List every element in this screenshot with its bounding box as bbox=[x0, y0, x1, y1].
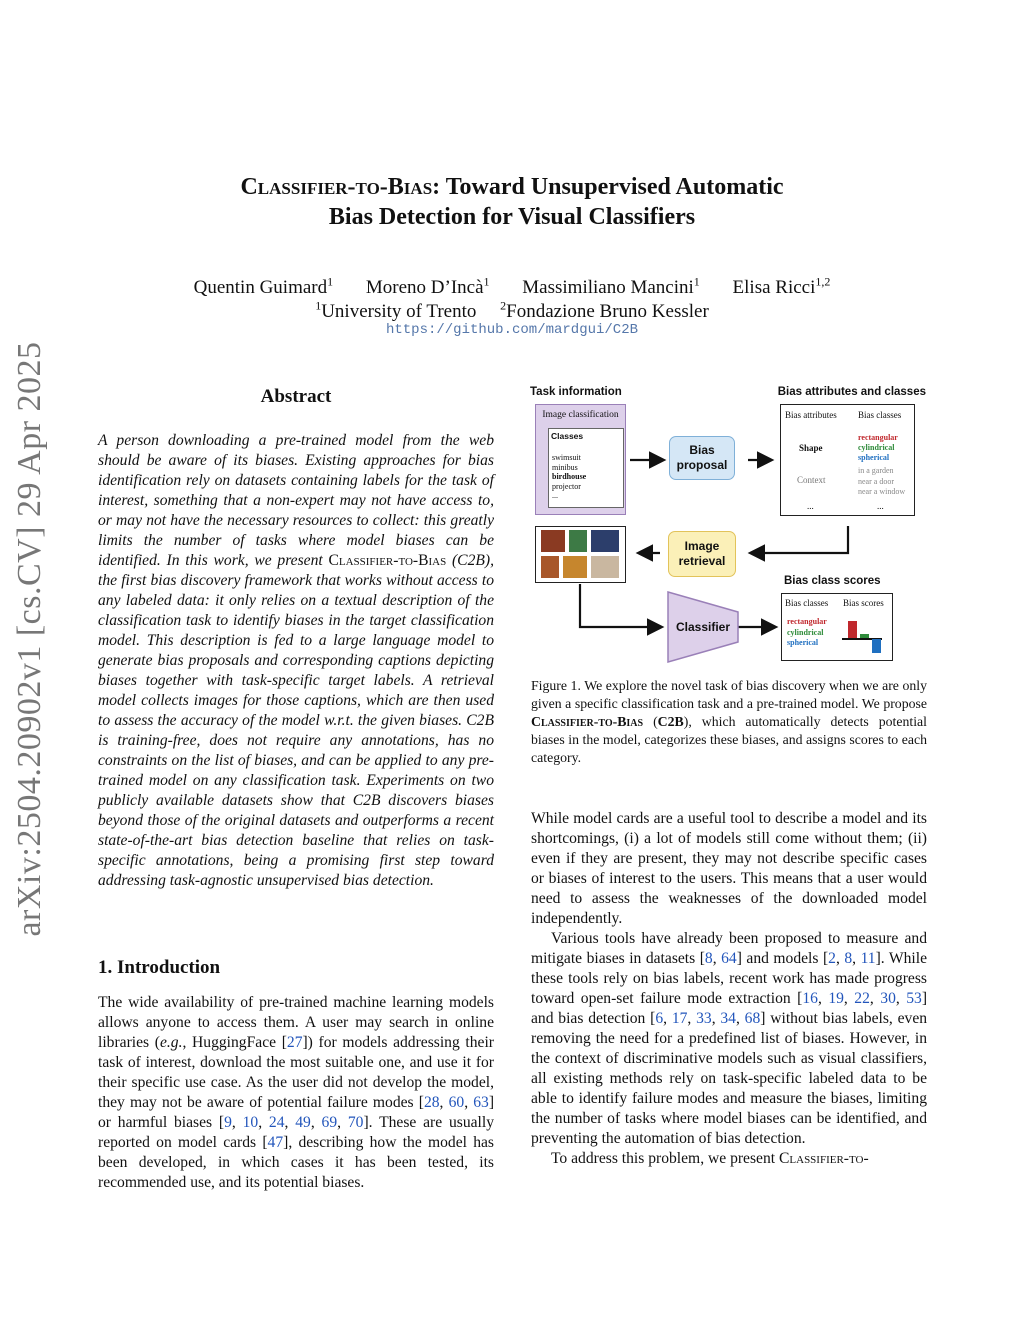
scored-classes: rectangular cylindrical spherical bbox=[787, 617, 827, 647]
paper-title bbox=[0, 172, 1024, 232]
paragraph: Various tools have already been proposed to measure and mitigate biases in datasets [8, 64] and models [2, 8, 11]. While these tools rely on bias labels, recent work has made progress toward open-set failure mode extraction [16, 19, 22, 30, 53] and bias detection [6, 17, 33, 34, 68] without bias labels, even removing the need for a predefined list of biases. However, in the context of discriminative models such as visual classifiers, all existing methods rely on task-specific labeled data to be able to identify failure modes and measure the biases, limiting the number of tasks where model biases can be identified, and preventing the automation of bias detection. bbox=[531, 930, 928, 1147]
citation[interactable]: 49 bbox=[295, 1114, 311, 1131]
citation[interactable]: 70 bbox=[347, 1114, 364, 1131]
bias-class-scores-heading: Bias class scores bbox=[784, 575, 881, 587]
ellipsis: ... bbox=[807, 501, 814, 511]
citation[interactable]: 64 bbox=[721, 950, 737, 967]
abstract-heading: Abstract bbox=[260, 386, 332, 407]
citation[interactable]: 60 bbox=[448, 1094, 465, 1111]
classifier-label: Classifier bbox=[675, 620, 731, 634]
right-column-text bbox=[531, 809, 927, 1169]
citation[interactable]: 17 bbox=[671, 1010, 688, 1027]
scores-scores-col: Bias scores bbox=[843, 598, 884, 608]
classes-card bbox=[548, 428, 624, 508]
bias-attributes-col: Bias attributes bbox=[785, 410, 837, 420]
title-line2: Bias Detection for Visual Classifiers bbox=[328, 204, 696, 230]
citation[interactable]: 30 bbox=[880, 990, 896, 1007]
citation[interactable]: 53 bbox=[906, 990, 922, 1007]
figure-caption: Figure 1. We explore the novel task of bias discovery when we are only given a specific classification task and a pre-trained model. We propose Classifier-to-Bias (C2B), which automatically detects potential biases in the model, categorizes these biases, and assigns scores to each category. bbox=[531, 678, 928, 765]
title-rest: : Toward Unsupervised Automatic bbox=[432, 174, 784, 200]
title-method-name: Classifier-to-Bias bbox=[240, 174, 433, 200]
citation[interactable]: 28 bbox=[423, 1094, 440, 1111]
arrow bbox=[752, 526, 848, 553]
intro-paragraph: The wide availability of pre-trained machine learning models allows anyone to access them. A user may search in online libraries (e.g., HuggingFace [27]) for models addressing their task of interest, download the most suitable one, and use it for their specific use case. As the user did not develop the model, they may not be aware of potential failure modes [28, 60, 63] or harmful biases [9, 10, 24, 49, 69, 70]. These are usually reported on model cards [47], describing how the model has been developed, in which cases it has been tested, its recommended use, and its potential biases. bbox=[98, 994, 495, 1191]
affiliation: $^2$Fondazione Bruno Kessler bbox=[500, 299, 709, 323]
citation[interactable]: 68 bbox=[744, 1010, 761, 1027]
retrieved-image bbox=[569, 530, 587, 552]
retrieved-image bbox=[591, 556, 619, 578]
bias-proposal-box: Bias proposal bbox=[669, 436, 735, 480]
citation[interactable]: 9 bbox=[224, 1114, 232, 1131]
citation[interactable]: 22 bbox=[854, 990, 870, 1007]
ellipsis: ... bbox=[877, 501, 884, 511]
retrieved-images-grid bbox=[535, 526, 626, 583]
author: Elisa Ricci$^{1,2}$ bbox=[732, 275, 831, 299]
citation[interactable]: 24 bbox=[268, 1114, 285, 1131]
retrieved-image bbox=[541, 530, 565, 552]
task-information-heading: Task information bbox=[530, 386, 622, 398]
figure-1 bbox=[528, 384, 932, 668]
class-list: swimsuit minibus birdhouse projector ... bbox=[552, 453, 587, 500]
bias-attributes-box bbox=[780, 404, 915, 516]
author: Moreno D’Incà$^1$ bbox=[365, 275, 490, 299]
arxiv-stamp-text: arXiv:2504.20902v1 [cs.CV] 29 Apr 2025 bbox=[11, 341, 48, 937]
citation[interactable]: 33 bbox=[696, 1010, 712, 1027]
citation[interactable]: 63 bbox=[473, 1094, 489, 1111]
retrieved-image bbox=[591, 530, 619, 552]
affiliations bbox=[0, 294, 1024, 324]
attr-context: Context bbox=[797, 475, 826, 485]
section-heading-introduction: 1. Introduction bbox=[98, 957, 221, 978]
citation[interactable]: 47 bbox=[267, 1134, 284, 1151]
citation[interactable]: 11 bbox=[860, 950, 876, 967]
citation[interactable]: 6 bbox=[655, 1010, 664, 1027]
image-retrieval-box: Image retrieval bbox=[668, 531, 736, 577]
bias-scores-box bbox=[781, 593, 893, 661]
bias-classes-col: Bias classes bbox=[858, 410, 902, 420]
image-classification-label: Image classification bbox=[542, 410, 619, 420]
score-bar-rectangular bbox=[848, 621, 857, 638]
paragraph: To address this problem, we present Classifier-to- bbox=[551, 1150, 869, 1167]
citation[interactable]: 27 bbox=[286, 1034, 303, 1051]
arrow bbox=[580, 584, 660, 627]
citation[interactable]: 69 bbox=[321, 1114, 338, 1131]
citation[interactable]: 8 bbox=[704, 950, 713, 967]
shape-classes: rectangular cylindrical spherical bbox=[858, 433, 898, 462]
context-classes: in a garden near a door near a window bbox=[858, 466, 906, 496]
score-bar-cylindrical bbox=[860, 634, 869, 638]
attr-shape: Shape bbox=[799, 443, 823, 453]
citation[interactable]: 16 bbox=[802, 990, 818, 1007]
classes-label: Classes bbox=[551, 431, 584, 441]
citation[interactable]: 19 bbox=[828, 990, 844, 1007]
author: Quentin Guimard$^1$ bbox=[193, 275, 334, 299]
abstract-body: A person downloading a pre-trained model from the web should be aware of its biases. Existing approaches for bias identification rely on datasets containing labels for the task of interest, something that a non-expert may not have access to, or may not have the necessary resources to collect: this greatly limits the number of tasks where model biases can be identified. In this work, we present Classifier-to-Bias (C2B), the first bias discovery framework that works without access to any labeled data: it only relies on a textual description of the classification task to identify biases in the target classification model. This description is fed to a large language model to generate bias proposals and corresponding captions depicting biases together with task-specific target labels. A retrieval model collects images for those captions, which are then used to assess the accuracy of the model w.r.t. the given biases. C2B is training-free, does not require any annotations, has no constraints on the list of biases, and can be applied to any pre-trained model on any classification task. Experiments on two publicly available datasets show that C2B discovers biases beyond those of the original datasets and outperforms a recent state-of-the-art bias detection baseline that relies on task-specific annotations, being a promising first step toward addressing task-agnostic unsupervised bias detection. bbox=[98, 432, 494, 889]
citation[interactable]: 2 bbox=[828, 950, 836, 967]
retrieved-image bbox=[563, 556, 587, 578]
paragraph: While model cards are a useful tool to describe a model and its shortcomings, (i) a lot of models still come without them; (ii) even if they are present, they may not describe specific cases or biases of interest to the users. This means that a user would need to assess the weaknesses of the downloaded model independently. bbox=[531, 810, 927, 927]
citation[interactable]: 10 bbox=[242, 1114, 259, 1131]
score-bar-spherical bbox=[872, 639, 881, 653]
citation[interactable]: 8 bbox=[844, 950, 853, 967]
affiliation: $^1$University of Trento bbox=[315, 299, 477, 323]
author: Massimiliano Mancini$^1$ bbox=[522, 275, 700, 299]
retrieved-image bbox=[541, 556, 559, 578]
code-link[interactable]: https://github.com/mardgui/C2B bbox=[385, 322, 639, 338]
citation[interactable]: 34 bbox=[720, 1010, 736, 1027]
scores-classes-col: Bias classes bbox=[785, 598, 829, 608]
task-info-box bbox=[535, 404, 626, 515]
bias-attributes-heading: Bias attributes and classes bbox=[777, 386, 926, 398]
